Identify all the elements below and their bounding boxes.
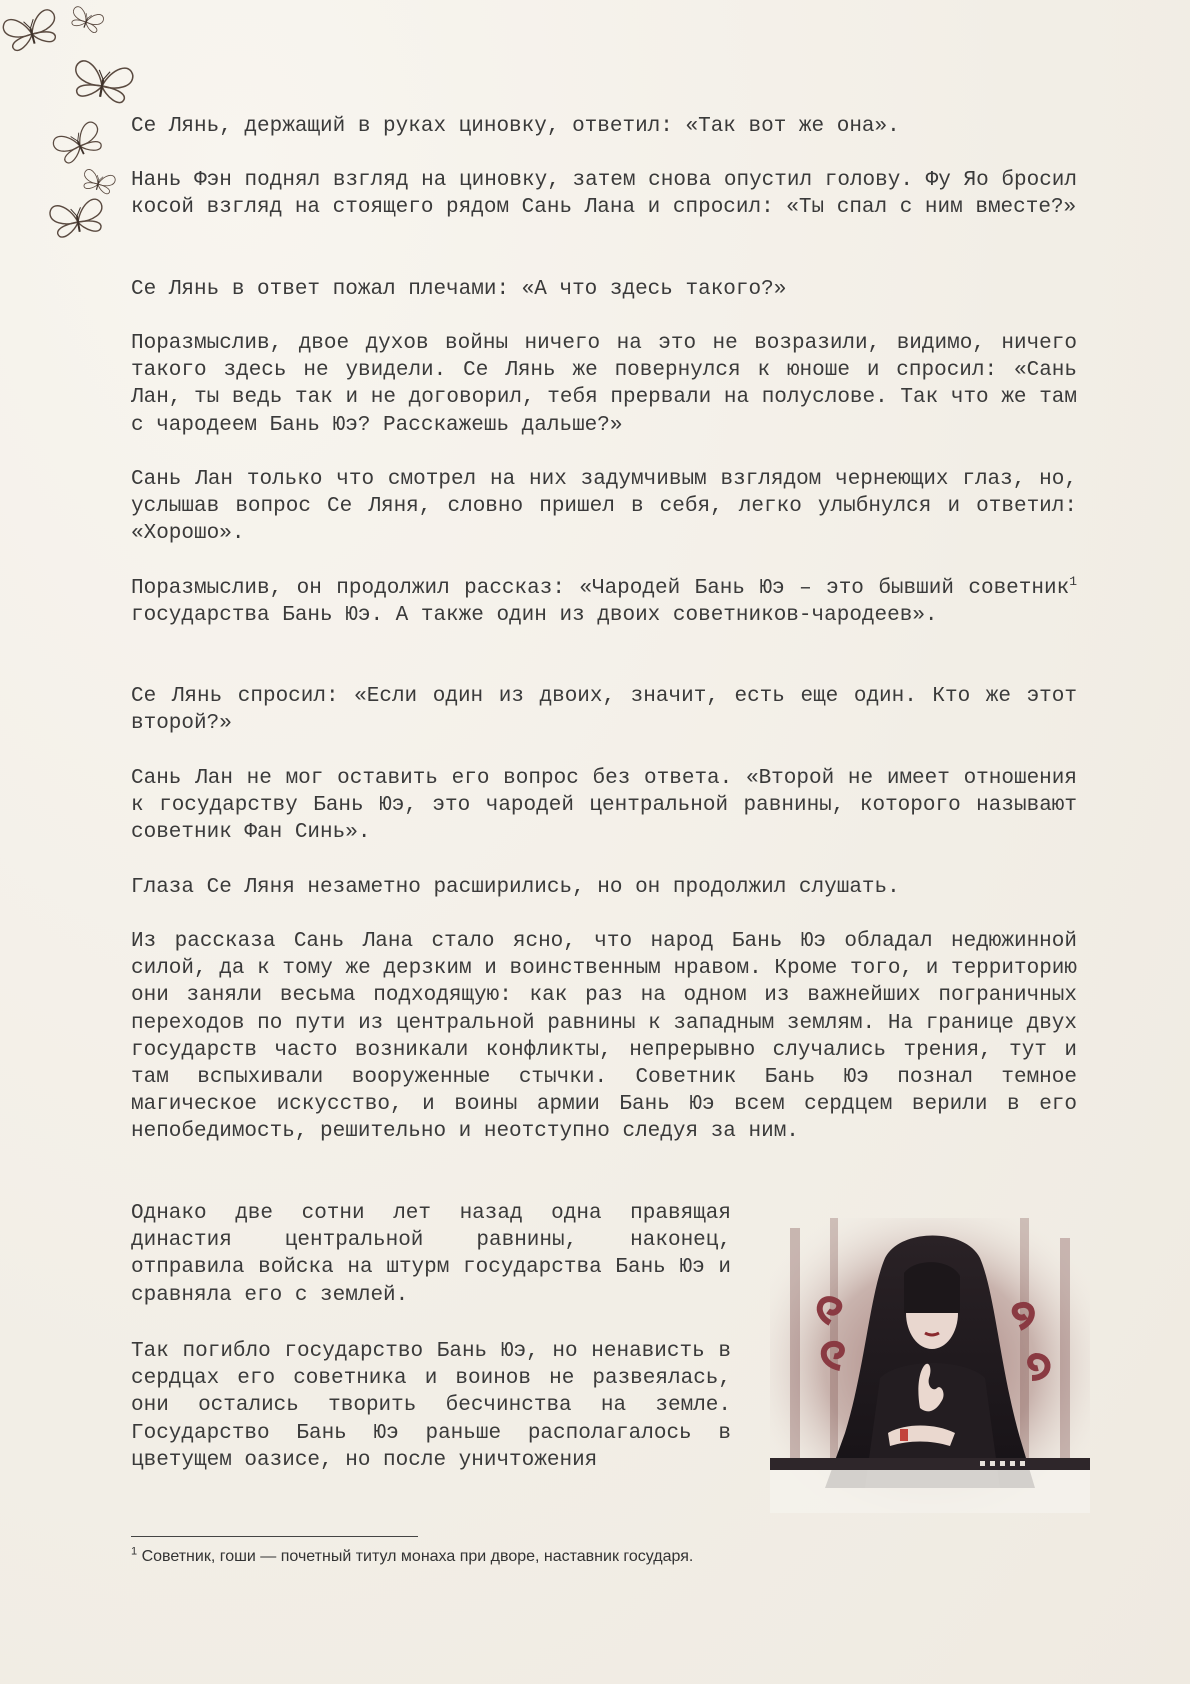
- paragraph: Се Лянь в ответ пожал плечами: «А что здесь такого?»: [131, 278, 787, 301]
- paragraph: Сань Лан не мог оставить его вопрос без ответа. «Второй не имеет отношения к государству Бань Юэ, это чародей центральной равнины, которого называют советник Фан Синь».: [131, 767, 1077, 845]
- butterfly-icon: [49, 198, 106, 239]
- butterfly-icon: [51, 120, 106, 166]
- footnote-text: Советник, гоши — почетный титул монаха при дворе, наставник государя.: [137, 1548, 694, 1565]
- butterfly-icon: [69, 6, 105, 35]
- paragraph: Се Лянь спросил: «Если один из двоих, значит, есть еще один. Кто же этот второй?»: [131, 685, 1077, 736]
- paragraph: Глаза Се Ляня незаметно расширились, но он продолжил слушать.: [131, 876, 900, 899]
- footnote-number: 1: [131, 1545, 138, 1558]
- butterfly-icon: [71, 60, 134, 105]
- butterfly-icon: [81, 169, 116, 196]
- paragraph: Так погибло государство Бань Юэ, но ненависть в сердцах его советника и воинов не развеялась, они остались творить бесчинства на земле. Государство Бань Юэ раньше располагалось в цветущем оазисе, но после уничтожения: [131, 1340, 731, 1472]
- footnote-marker: 1: [1069, 574, 1077, 589]
- paragraph: Поразмыслив, двое духов войны ничего на это не возразили, видимо, ничего такого здесь не увидели. Се Лянь же повернулся к юноше и спросил: «Сань Лан, ты ведь так и не договорил, тебя прервали на полуслове. Так что же там с чародеем Бань Юэ? Расскажешь дальше?»: [131, 332, 1077, 437]
- butterfly-icon: [2, 8, 61, 52]
- paragraph: Сань Лан только что смотрел на них задумчивым взглядом чернеющих глаз, но, услышав вопрос Се Ляня, словно пришел в себя, легко улыбнулся и ответил: «Хорошо».: [131, 468, 1077, 546]
- paragraph: Однако две сотни лет назад одна правящая династия центральной равнины, наконец, отправила войска на штурм государства Бань Юэ и сравняла его с землей.: [131, 1202, 731, 1307]
- paragraph-with-footnote: [131, 575, 1077, 629]
- hooded-figure-illustration: [770, 1218, 1090, 1513]
- paragraph: Из рассказа Сань Лана стало ясно, что народ Бань Юэ обладал недюжинной силой, да к тому же дерзким и воинственным нравом. Кроме того, и территорию они заняли весьма подходящую: как раз на одном из важнейших пограничных переходов по пути из центральной равнины к западным землям. На границе двух государств часто возникали конфликты, непрерывно случались трения, тут и там вспыхивали вооруженные стычки. Советник Бань Юэ познал темное магическое искусство, и воины армии Бань Юэ всем сердцем верили в его непобедимость, решительно и неотступно следуя за ним.: [131, 930, 1077, 1144]
- paragraph-text: Поразмыслив, он продолжил рассказ: «Чародей Бань Юэ – это бывший советник: [131, 577, 1070, 600]
- paragraph: Се Лянь, держащий в руках циновку, ответил: «Так вот же она».: [131, 115, 900, 138]
- paragraph: Нань Фэн поднял взгляд на циновку, затем снова опустил голову. Фу Яо бросил косой взгляд на стоящего рядом Сань Лана и спросил: «Ты спал с ним вместе?»: [131, 169, 1077, 220]
- footnote: [131, 1545, 1031, 1566]
- butterflies-decoration: [0, 0, 150, 260]
- footnote-divider: [131, 1536, 418, 1537]
- paragraph-text: государства Бань Юэ. А также один из двоих советников-чародеев».: [131, 604, 938, 628]
